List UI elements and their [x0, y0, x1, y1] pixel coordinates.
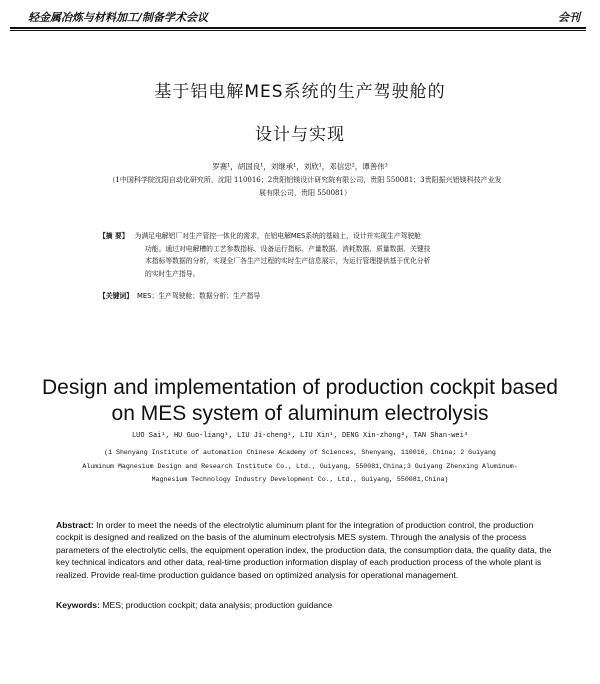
- en-keywords-label: Keywords:: [56, 600, 100, 610]
- en-authors: LUO Sai¹, HU Guo-liang¹, LIU Ji-cheng¹, LIU Xin¹, DENG Xin-zhong², TAN Shan-wei³: [131, 432, 469, 440]
- cn-abstract: [99, 230, 509, 280]
- journal-name: 轻金属冶炼与材料加工/制备学术会议: [28, 11, 209, 24]
- cn-abstract-line1: 为满足电解铝厂对生产管控一体化的需求，在铝电解MES系统的基础上，设计并实现生产驾驶舱: [134, 232, 421, 240]
- header-rule-thin: [10, 30, 586, 31]
- en-title-line1: Design and implementation of production cockpit based: [42, 376, 558, 399]
- en-affiliation-line1: (1 Shenyang Institute of automation Chinese Academy of Sciences, Shenyang, 110016, China; 2 Guiyang: [104, 449, 496, 456]
- cn-affiliation: [55, 174, 555, 200]
- cn-keywords-label: 【关键词】: [99, 292, 133, 300]
- en-keywords-text: MES; production cockpit; data analysis; production guidance: [102, 600, 333, 610]
- en-title-line2: on MES system of aluminum electrolysis: [111, 402, 489, 425]
- en-abstract-label: Abstract:: [56, 520, 94, 530]
- cn-affiliation-line2: 展有限公司，贵阳 550081）: [259, 189, 351, 197]
- en-keywords: [56, 600, 552, 610]
- cn-authors: 罗赛¹，胡国良¹，刘继承¹，刘欣¹，邓信忠²，谭善伟³: [212, 162, 388, 171]
- cn-keywords-text: MES；生产驾驶舱；数据分析；生产指导: [136, 292, 261, 300]
- en-abstract-text: In order to meet the needs of the electrolytic aluminum plant for the integration of production control, the production cockpit is designed and realized on the basis of the aluminum electrolysis MES system. Through the analysis of the process parameters of the electrolytic cells, the equipment operation index, the production data, the consumption data, the quality data, the key technical indicators and other data, real-time production information display of each production process of the whole plant is realized. Provide real-time production guidance based on optimized analysis for operational management.: [56, 520, 552, 580]
- en-abstract: [56, 519, 552, 581]
- running-header: [10, 8, 586, 26]
- en-affiliation: [40, 446, 560, 487]
- cn-abstract-label: 【摘 要】: [99, 232, 129, 240]
- cn-keywords: [99, 290, 509, 300]
- en-affiliation-line3: Magnesium Technology Industry Development Co., Ltd., Guiyang, 550081,China): [151, 476, 449, 483]
- cn-title-line1: 基于铝电解MES系统的生产驾驶舱的: [154, 82, 446, 102]
- cn-affiliation-line1: （1中国科学院沈阳自动化研究所，沈阳 110016；2贵阳铝镁设计研究院有限公司，贵阳 550081；3贵阳振兴铝镁科技产业发: [108, 176, 502, 184]
- header-rule: [10, 27, 586, 29]
- cn-title-line2: 设计与实现: [255, 125, 345, 145]
- en-affiliation-line2: Aluminum Magnesium Design and Research Institute Co., Ltd., Guiyang, 550081,China;3 Guiyang Zhenxing Aluminum-: [82, 462, 518, 470]
- cn-abstract-line3: 术指标等数据的分析，实现全厂各生产过程的实时生产信息展示，为运行管理提供基于优化分析: [145, 257, 431, 265]
- section-label: 会刊: [558, 11, 580, 24]
- cn-abstract-line2: 功能。通过对电解槽的工艺参数指标、设备运行指标、产量数据、消耗数据、质量数据、关键技: [145, 244, 431, 253]
- cn-abstract-line4: 的实时生产指导。: [145, 269, 200, 278]
